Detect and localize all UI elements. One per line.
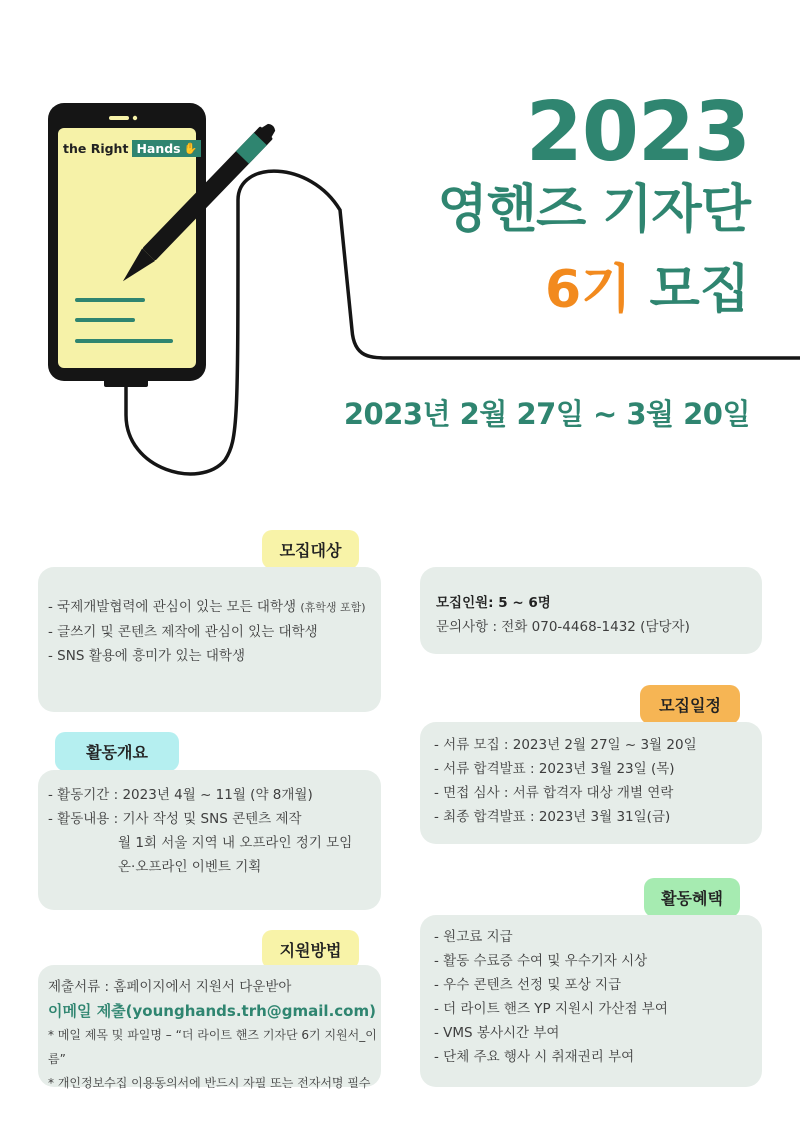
- screen-line-1: [75, 298, 145, 302]
- recruit-period: 2023년 2월 27일 ~ 3월 20일: [343, 397, 750, 431]
- apply-box: [38, 965, 381, 1090]
- tag-target: 모집대상: [262, 530, 359, 569]
- tag-schedule: 모집일정: [640, 685, 740, 724]
- schedule-item: - 서류 합격발표 : 2023년 3월 23일 (목): [434, 761, 675, 777]
- title-recruit-word: 모집: [649, 260, 750, 320]
- logo-hands: Hands ✋: [132, 140, 201, 157]
- schedule-box: [420, 722, 762, 844]
- phone-screen: [58, 128, 196, 368]
- tag-apply: 지원방법: [262, 930, 359, 969]
- right-hands-logo: [63, 140, 201, 157]
- benefit-item: - 원고료 지급: [434, 929, 513, 945]
- apply-note-privacy: * 개인정보수집 이용동의서에 반드시 자필 또는 전자서명 필수: [48, 1076, 371, 1090]
- title-main: 영핸즈 기자단: [437, 180, 750, 240]
- hand-icon: ✋: [183, 142, 198, 155]
- benefit-item: - VMS 봉사시간 부여: [434, 1025, 560, 1041]
- target-box: [38, 567, 381, 712]
- benefit-item: - 활동 수료증 수여 및 우수기자 시상: [434, 953, 648, 969]
- schedule-item: - 최종 합격발표 : 2023년 3월 31일(금): [434, 809, 671, 825]
- activity-item: 월 1회 서울 지역 내 오프라인 정기 모임: [118, 835, 353, 851]
- logo-text: the Right: [63, 141, 129, 156]
- activity-item: 온·오프라인 이벤트 기획: [118, 859, 262, 875]
- activity-box: [38, 770, 381, 910]
- benefits-box: [420, 915, 762, 1087]
- tag-activity: 활동개요: [55, 732, 179, 771]
- screen-line-2: [75, 318, 135, 322]
- phone-speaker: [109, 116, 129, 120]
- apply-email: 이메일 제출(younghands.trh@gmail.com): [48, 1002, 376, 1020]
- benefit-item: - 우수 콘텐츠 선정 및 포상 지급: [434, 977, 622, 993]
- screen-line-3: [75, 339, 173, 343]
- benefit-item: - 단체 주요 행사 시 취재권리 부여: [434, 1049, 635, 1065]
- title-year: 2023: [525, 85, 750, 180]
- benefit-item: - 더 라이트 핸즈 YP 지원시 가산점 부여: [434, 1001, 668, 1017]
- recruit-count: 모집인원: 5 ~ 6명: [436, 595, 551, 611]
- contact-info: 문의사항 : 전화 070-4468-1432 (담당자): [436, 619, 690, 635]
- activity-item: - 활동기간 : 2023년 4월 ~ 11월 (약 8개월): [48, 787, 313, 803]
- apply-docs: 제출서류 : 홈페이지에서 지원서 다운받아: [48, 979, 292, 995]
- title-recruit: [545, 260, 750, 320]
- target-item: - 국제개발협력에 관심이 있는 모든 대학생 (휴학생 포함): [48, 599, 366, 615]
- target-item: - 글쓰기 및 콘텐츠 제작에 관심이 있는 대학생: [48, 624, 318, 640]
- schedule-item: - 서류 모집 : 2023년 2월 27일 ~ 3월 20일: [434, 737, 697, 753]
- apply-note-title: * 메일 제목 및 파일명 – “더 라이트 핸즈 기자단 6기 지원서_이름”: [48, 1028, 377, 1066]
- recruit-info-box: [420, 567, 762, 654]
- target-item: - SNS 활용에 흥미가 있는 대학생: [48, 648, 246, 664]
- schedule-item: - 면접 심사 : 서류 합격자 대상 개별 연락: [434, 785, 674, 801]
- activity-item: - 활동내용 : 기사 작성 및 SNS 콘텐츠 제작: [48, 811, 302, 827]
- title-generation: 6기: [545, 260, 632, 320]
- tag-benefits: 활동혜택: [644, 878, 740, 917]
